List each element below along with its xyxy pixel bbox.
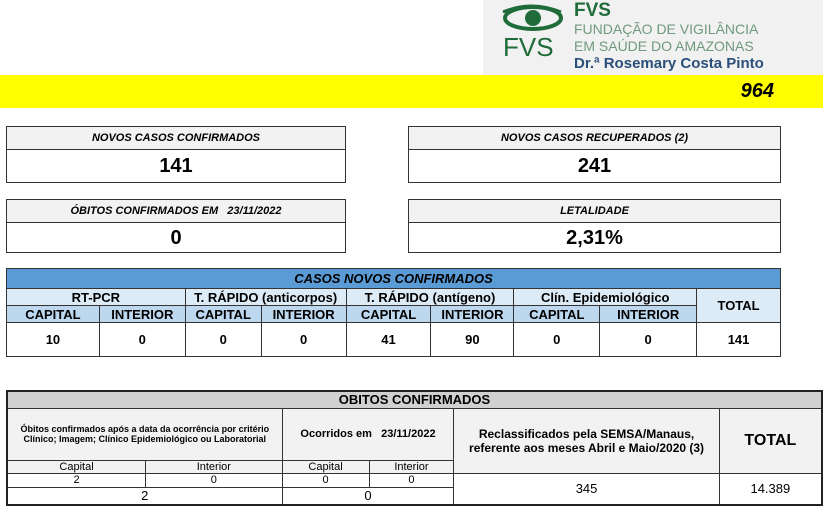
lethality-card: LETALIDADE 2,31% — [408, 199, 781, 253]
new-cases-table: CASOS NOVOS CONFIRMADOS RT-PCR T. RÁPIDO (anticorpos) T. RÁPIDO (antígeno) Clín. Epidemiológico TOTAL CAPITAL INTERIOR CAPITAL INTERIOR CAPITAL INTERIOR CAPITAL INTERIOR 10 0 0 0 41 90 0 0 141 — [6, 268, 781, 357]
bulletin-number: 964 — [740, 80, 774, 102]
header-bar — [0, 75, 823, 108]
fvs-logo: FVS FVS FUNDAÇÃO DE VIGILÂNCIA EM SAÚDE DO AMAZONAS Dr.ª Rosemary Costa Pinto — [483, 0, 823, 75]
eye-icon — [501, 4, 563, 34]
deaths-table: OBITOS CONFIRMADOS Óbitos confirmados após a data da ocorrência por critério Clínico; Imagem; Clínico Epidemiológico ou Laboratorial Ocorridos em 23/11/2022 Reclassificados pela SEMSA/Manaus, referente aos meses Abril e Maio/2020 (3) TOTAL Capital Interior Capital Interior 2 0 0 0 345 14.389 2 0 — [6, 390, 823, 506]
recovered-card: NOVOS CASOS RECUPERADOS (2) 241 — [408, 126, 781, 183]
deaths-card: ÓBITOS CONFIRMADOS EM 23/11/2022 0 — [6, 199, 346, 253]
new-cases-card: NOVOS CASOS CONFIRMADOS 141 — [6, 126, 346, 183]
